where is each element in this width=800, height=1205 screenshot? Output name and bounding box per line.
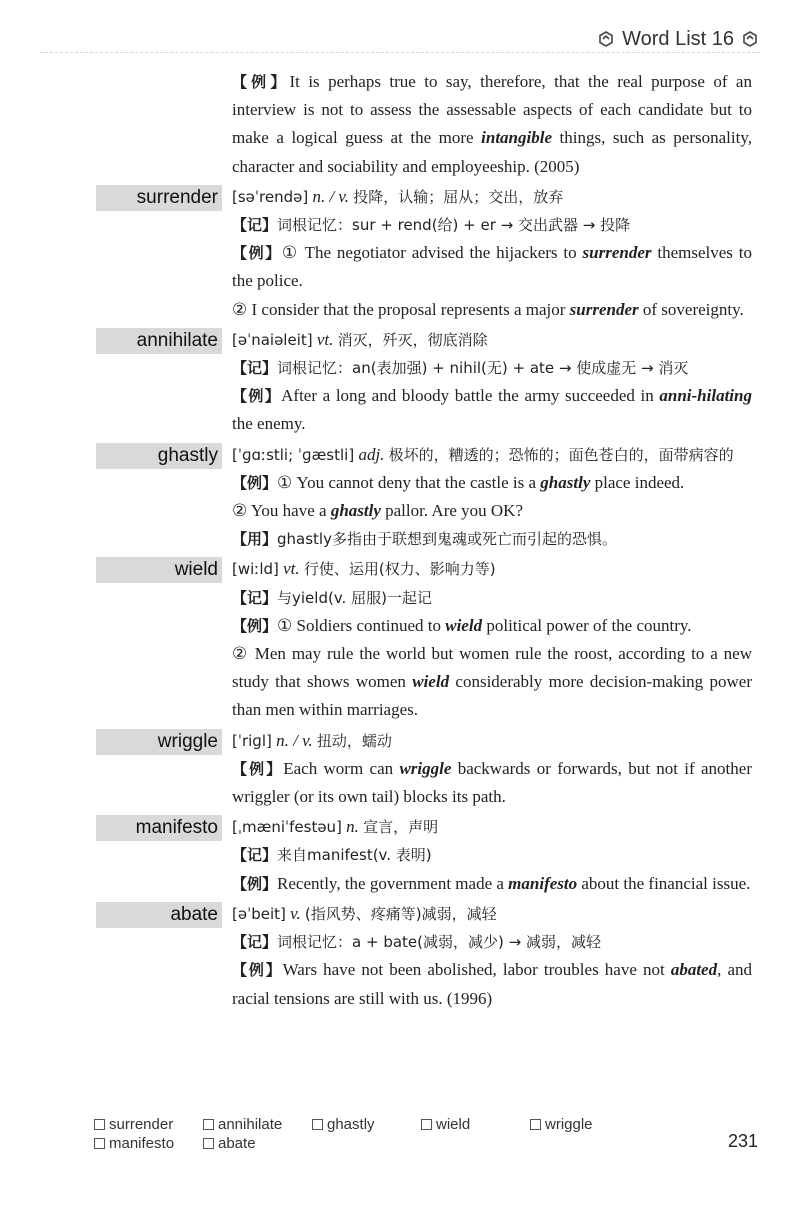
meaning: (指风势、疼痛等)减弱，减轻 (304, 904, 497, 923)
meaning: 投降，认输；屈从；交出，放弃 (353, 187, 564, 206)
phonetic: [ˈriɡl] (232, 731, 272, 750)
phonetic: [əˈnaiəleit] (232, 330, 313, 349)
phonetic: [səˈrendə] (232, 187, 309, 206)
checkbox-icon[interactable] (94, 1138, 105, 1149)
page-header (598, 24, 758, 54)
memo-line: 【记】与yield(v. 屈服)一起记 (232, 588, 432, 607)
example-1: 【例】Wars have not been abolished, labor troubles have not abated, and racial tensions are still with us. (1996) (232, 960, 752, 1008)
definition-line (232, 183, 752, 211)
example-2: ② You have a ghastly pallor. Are you OK? (232, 501, 523, 521)
headword: surrender (96, 185, 222, 211)
usage-line: 【用】ghastly多指由于联想到鬼魂或死亡而引起的恐惧。 (232, 530, 617, 549)
hexagon-arrow-icon (742, 31, 758, 47)
headword: ghastly (96, 443, 222, 469)
definition-line (232, 813, 752, 841)
intro-example: 【例】It is perhaps true to say, therefore, that the real purpose of an interview is not to assess the assessable aspects of each candidate but to make a logical guess at the more intangible things, such as personality, character and sociability and employeeship. (2005) (232, 72, 752, 176)
headword: annihilate (96, 328, 222, 354)
example-1: 【例】① You cannot deny that the castle is a ghastly place indeed. (232, 472, 685, 492)
part-of-speech: v. (290, 903, 301, 923)
phonetic: [ˌmæniˈfestəu] (232, 818, 342, 837)
checklist-item-wield[interactable]: wield (421, 1116, 530, 1133)
header-divider (40, 52, 760, 53)
checkbox-icon[interactable] (530, 1119, 541, 1130)
entries-content (0, 68, 800, 1013)
meaning: 宣言，声明 (363, 818, 439, 837)
example-1: 【例】After a long and bloody battle the army succeeded in anni-hilating the enemy. (232, 386, 752, 434)
entry-abate (0, 900, 800, 1013)
definition-line (232, 441, 752, 469)
word-list-title: Word List 16 (622, 27, 734, 50)
meaning: 扭动，蠕动 (316, 731, 392, 750)
definition-line (232, 326, 752, 354)
checklist-item-surrender[interactable]: surrender (94, 1116, 203, 1133)
part-of-speech: n. / v. (312, 186, 349, 206)
checkbox-icon[interactable] (203, 1138, 214, 1149)
memo-line: 【记】词根记忆：sur + rend(给) + er → 交出武器 → 投降 (232, 216, 631, 235)
entry-wield (0, 555, 800, 724)
part-of-speech: n. / v. (276, 730, 313, 750)
checklist-item-abate[interactable]: abate (203, 1135, 312, 1152)
phonetic: [ˈɡɑːstli; ˈɡæstli] (232, 445, 355, 464)
part-of-speech: vt. (283, 559, 300, 579)
memo-line: 【记】词根记忆：a + bate(减弱，减少) → 减弱，减轻 (232, 933, 601, 952)
meaning: 消灭，歼灭，彻底消除 (337, 330, 488, 349)
example-2: ② I consider that the proposal represents a major surrender of sovereignty. (232, 299, 744, 319)
example-1: 【例】Recently, the government made a manifesto about the financial issue. (232, 873, 751, 893)
checklist-item-annihilate[interactable]: annihilate (203, 1116, 312, 1133)
checkbox-icon[interactable] (421, 1119, 432, 1130)
definition-line (232, 727, 752, 755)
entry-wriggle (0, 727, 800, 812)
meaning: 极坏的，糟透的；恐怖的；面色苍白的，面带病容的 (388, 445, 734, 464)
memo-line: 【记】词根记忆：an(表加强) + nihil(无) + ate → 使成虚无 → 消灭 (232, 359, 689, 378)
entry-annihilate (0, 326, 800, 439)
definition-line (232, 555, 752, 583)
example-1: 【例】① The negotiator advised the hijackers to surrender themselves to the police. (232, 243, 752, 291)
headword: wield (96, 557, 222, 583)
part-of-speech: vt. (316, 329, 334, 349)
phonetic: [wiːld] (232, 560, 279, 579)
checkbox-icon[interactable] (94, 1119, 105, 1130)
phonetic: [əˈbeit] (232, 904, 286, 923)
part-of-speech: n. (346, 817, 359, 837)
checkbox-icon[interactable] (203, 1119, 214, 1130)
checklist-item-wriggle[interactable]: wriggle (530, 1116, 639, 1133)
entry-manifesto (0, 813, 800, 898)
entry-surrender (0, 183, 800, 324)
headword: wriggle (96, 729, 222, 755)
meaning: 行使、运用(权力、影响力等) (303, 560, 496, 579)
definition-line (232, 900, 752, 928)
checklist-item-manifesto[interactable]: manifesto (94, 1135, 203, 1152)
entry-ghastly (0, 441, 800, 554)
word-checklist (94, 1116, 734, 1152)
example-1: 【例】① Soldiers continued to wield political power of the country. (232, 615, 692, 635)
part-of-speech: adj. (358, 444, 385, 464)
checklist-item-ghastly[interactable]: ghastly (312, 1116, 421, 1133)
checkbox-icon[interactable] (312, 1119, 323, 1130)
page-number: 231 (727, 1131, 758, 1151)
hexagon-arrow-icon (598, 31, 614, 47)
headword: abate (96, 902, 222, 928)
example-2: ② Men may rule the world but women rule the roost, according to a new study that shows women wield considerably more decision-making power than men within marriages. (232, 644, 752, 720)
headword: manifesto (96, 815, 222, 841)
example-1: 【例】Each worm can wriggle backwards or forwards, but not if another wriggler (or its own tail) blocks its path. (232, 758, 752, 807)
memo-line: 【记】来自manifest(v. 表明) (232, 846, 432, 865)
